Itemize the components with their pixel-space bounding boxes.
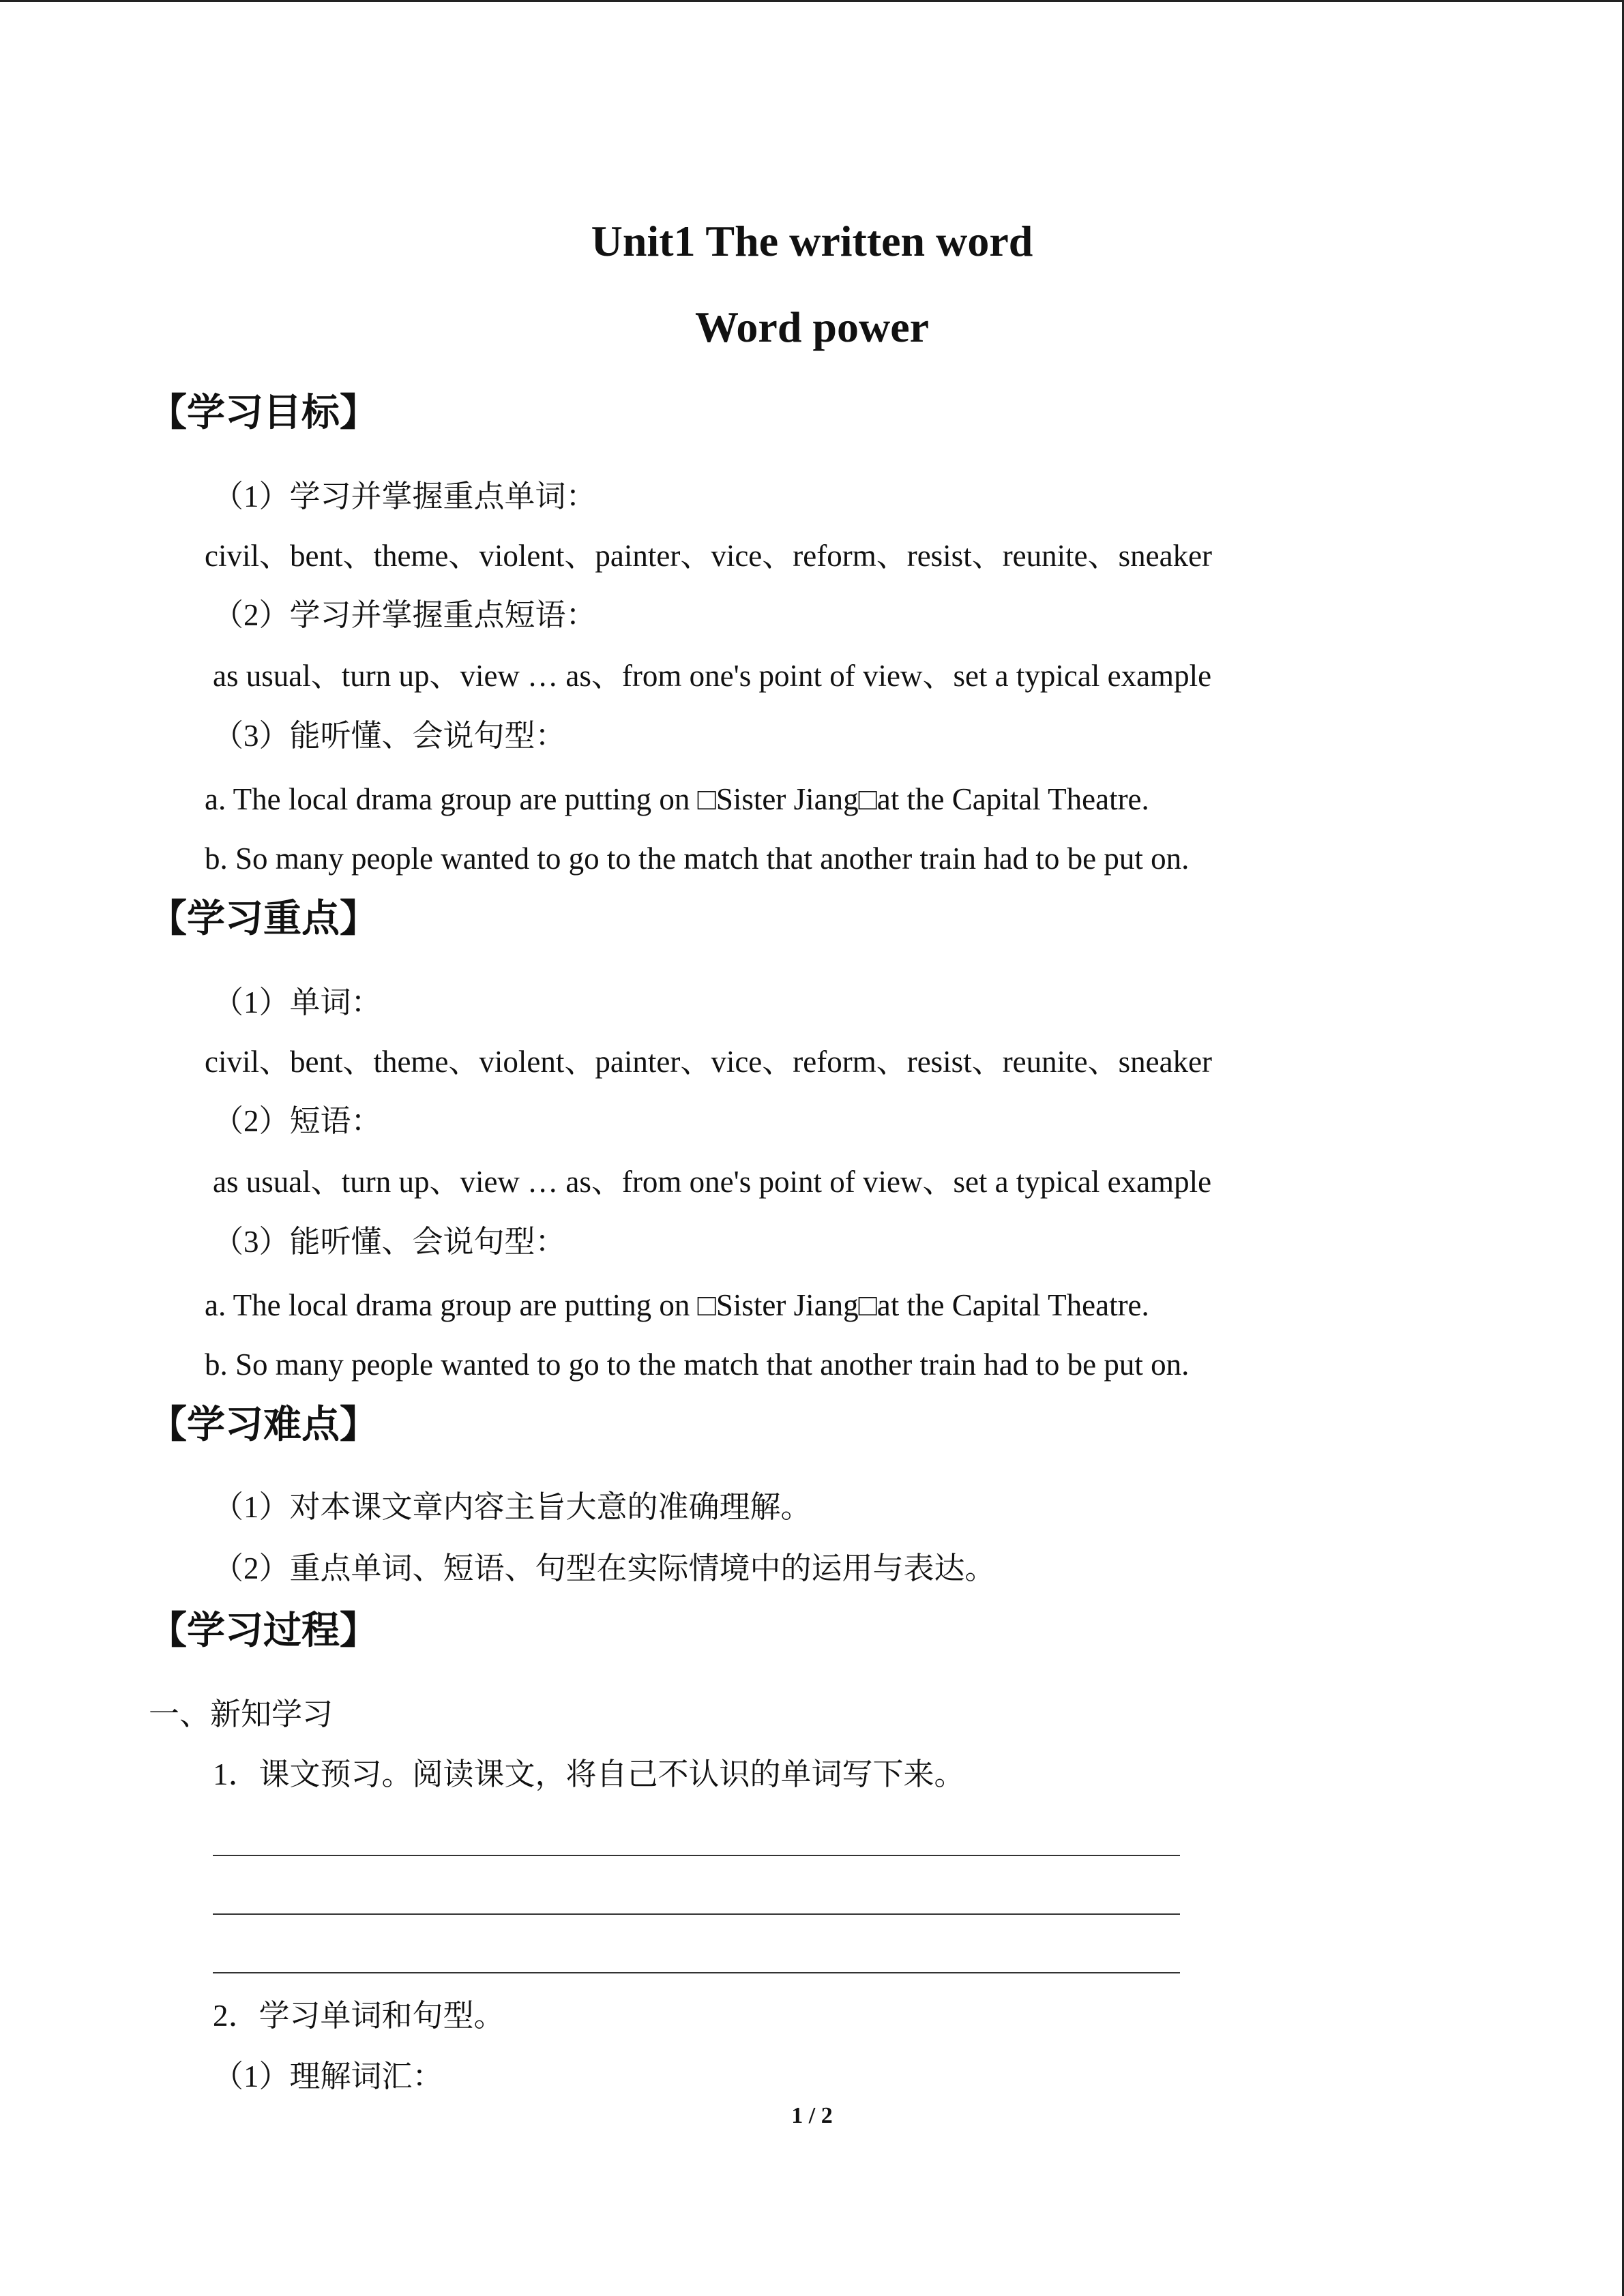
difficulties-item-1: （1）对本课文章内容主旨大意的准确理解。 [213,1490,812,1524]
answer-blank-line[interactable] [213,1913,1180,1915]
key-points-phrases-label: （2）短语： [213,1104,382,1138]
key-points-phrases: as usual、turn up、view … as、from one's point of view、set a typical example [213,1165,1212,1199]
page-number: 1 / 2 [791,2103,833,2128]
answer-blank-line[interactable] [213,1855,1180,1856]
document-title: Unit1 The written word [591,217,1033,265]
process-step-2-sub-1: （1）理解词汇： [213,2059,443,2093]
objectives-words-label: （1）学习并掌握重点单词： [213,479,597,513]
objectives-sentence-b: b. So many people wanted to go to the match that another train had to be put on. [205,841,1190,876]
objectives-words: civil、bent、theme、violent、painter、vice、reform、resist、reunite、sneaker [205,539,1213,573]
process-step-2: 2．学习单词和句型。 [213,1999,505,2033]
section-heading-difficulties: 【学习难点】 [149,1403,378,1447]
answer-blank-line[interactable] [213,1972,1180,1973]
process-part-1: 一、新知学习 [149,1697,334,1731]
objectives-sentence-a: a. The local drama group are putting on □Sister Jiang□at the Capital Theatre. [205,782,1149,816]
objectives-sentences-label: （3）能听懂、会说句型： [213,719,566,753]
page-border-top [0,0,1624,2]
objectives-phrases: as usual、turn up、view … as、from one's point of view、set a typical example [213,659,1212,693]
section-heading-objectives: 【学习目标】 [149,391,378,435]
key-points-sentence-b: b. So many people wanted to go to the match that another train had to be put on. [205,1347,1190,1382]
difficulties-item-2: （2）重点单词、短语、句型在实际情境中的运用与表达。 [213,1551,996,1585]
process-step-1: 1．课文预习。阅读课文，将自己不认识的单词写下来。 [213,1757,965,1791]
objectives-phrases-label: （2）学习并掌握重点短语： [213,598,597,632]
section-heading-key-points: 【学习重点】 [149,897,378,941]
section-heading-process: 【学习过程】 [149,1609,378,1653]
key-points-words-label: （1）单词： [213,985,382,1019]
key-points-sentences-label: （3）能听懂、会说句型： [213,1225,566,1259]
key-points-words: civil、bent、theme、violent、painter、vice、reform、resist、reunite、sneaker [205,1045,1213,1079]
document-subtitle: Word power [694,303,930,351]
key-points-sentence-a: a. The local drama group are putting on □Sister Jiang□at the Capital Theatre. [205,1288,1149,1322]
